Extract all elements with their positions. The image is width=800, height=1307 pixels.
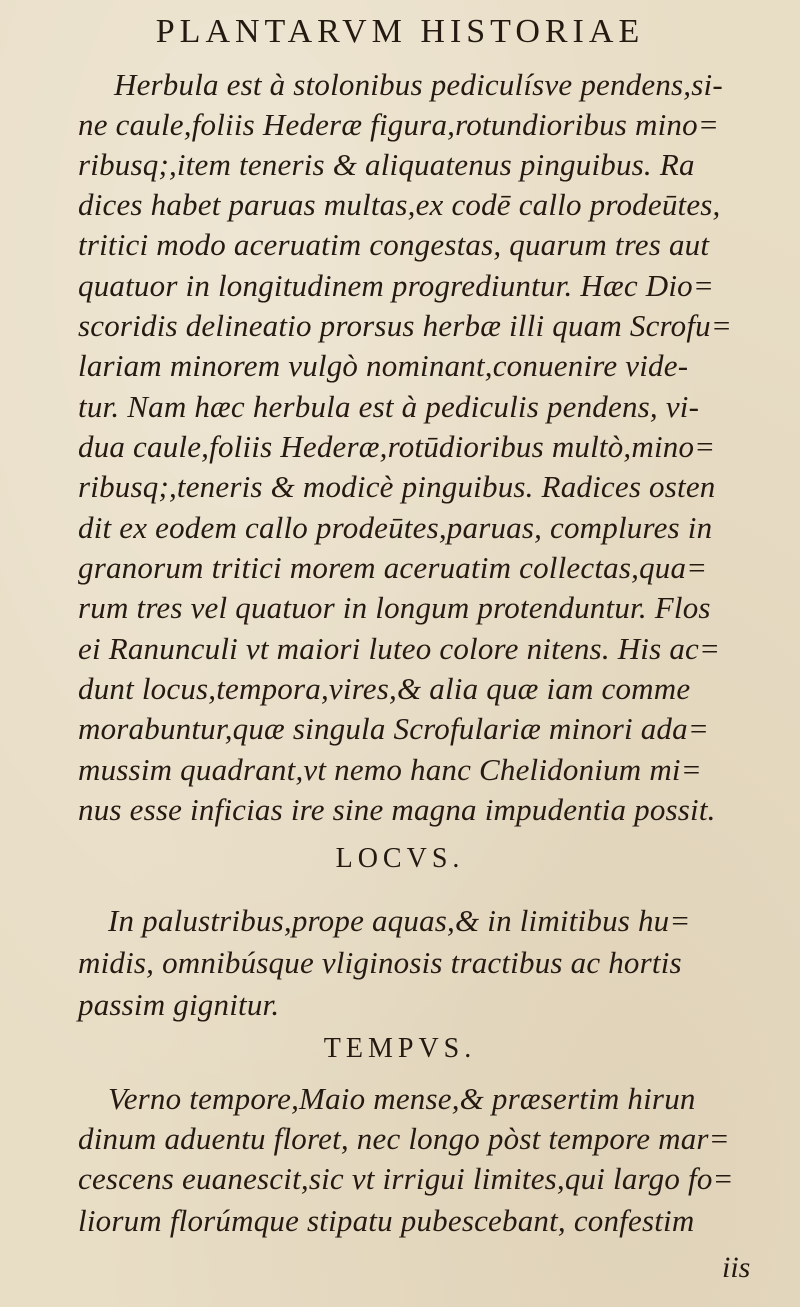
text-line: ribusq;,teneris & modicè pinguibus. Radices osten — [78, 469, 716, 504]
text-line: rum tres vel quatuor in longum protenduntur. Flos — [78, 590, 711, 625]
text-line: dices habet paruas multas,ex codē callo prodeūtes, — [78, 187, 721, 222]
text-line: nus esse inficias ire sine magna impudentia possit. — [78, 792, 716, 827]
text-line: quatuor in longitudinem progrediuntur. Hæc Dio= — [78, 268, 714, 303]
text-line: ribusq;,item teneris & aliquatenus pinguibus. Ra — [78, 147, 695, 182]
text-line: tur. Nam hæc herbula est à pediculis pendens, vi- — [78, 389, 700, 424]
section-heading-tempus: TEMPVS. — [323, 1033, 477, 1064]
text-line: dinum aduentu floret, nec longo pòst tempore mar= — [78, 1121, 730, 1156]
text-line: passim gignitur. — [78, 987, 280, 1022]
text-line: Herbula est à stolonibus pediculísve pendens,si- — [114, 67, 723, 102]
text-line: cescens euanescit,sic vt irrigui limites,qui largo fo= — [78, 1161, 734, 1196]
text-line: In palustribus,prope aquas,& in limitibus hu= — [108, 903, 691, 938]
text-line: Verno tempore,Maio mense,& præsertim hirun — [108, 1081, 696, 1116]
text-line: dit ex eodem callo prodeūtes,paruas, complures in — [78, 510, 713, 545]
text-line: scoridis delineatio prorsus herbæ illi quam Scrofu= — [78, 308, 732, 343]
text-line: morabuntur,quæ singula Scrofulariæ minori ada= — [78, 711, 709, 746]
text-line: lariam minorem vulgò nominant,conuenire vide- — [78, 348, 689, 383]
text-line: tritici modo aceruatim congestas, quarum tres aut — [78, 227, 710, 262]
text-line: granorum tritici morem aceruatim collectas,qua= — [78, 550, 708, 585]
running-head: PLANTARVM HISTORIAE — [155, 13, 645, 50]
text-line: dunt locus,tempora,vires,& alia quæ iam comme — [78, 671, 691, 706]
text-line: midis, omnibúsque vliginosis tractibus ac hortis — [78, 945, 682, 980]
text-line: ei Ranunculi vt maiori luteo colore nitens. His ac= — [78, 631, 721, 666]
text-line: ne caule,foliis Hederæ figura,rotundioribus mino= — [78, 107, 719, 142]
catchword: iis — [722, 1251, 751, 1284]
text-line: liorum florúmque stipatu pubescebant, confestim — [78, 1203, 695, 1238]
text-line: mussim quadrant,vt nemo hanc Chelidonium mi= — [78, 752, 702, 787]
text-line: dua caule,foliis Hederæ,rotūdioribus multò,mino= — [78, 429, 716, 464]
section-heading-locus: LOCVS. — [335, 843, 465, 874]
